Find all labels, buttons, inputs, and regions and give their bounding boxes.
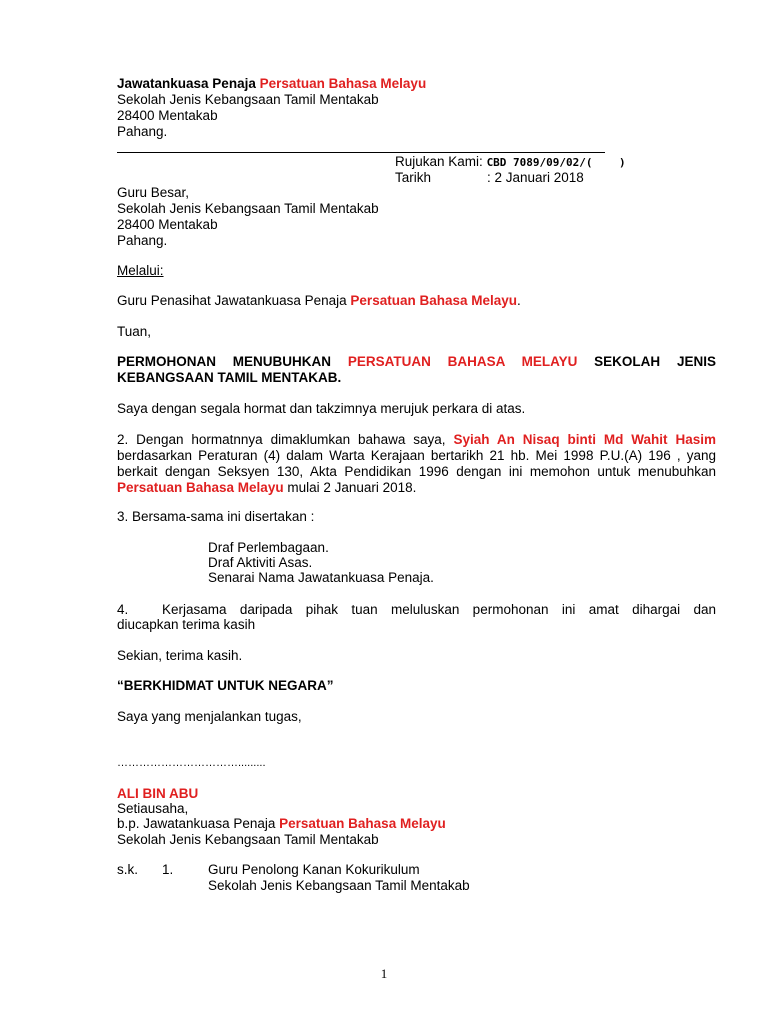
signer-name: ALI BIN ABU [117, 786, 199, 801]
paragraph-2-line-1 [117, 432, 716, 448]
paragraph-2-line-3: berkait dengan Seksyen 130, Akta Pendidikan 1996 dengan ini memohon untuk menubuhkan [117, 464, 716, 479]
signer-bp [117, 816, 446, 832]
paragraph-2-start: 2. Dengan hormatnnya dimaklumkan bahawa saya, [117, 432, 446, 447]
paragraph-3-intro: 3. Bersama-sama ini disertakan : [117, 509, 315, 524]
recipient-title: Guru Besar, [117, 185, 190, 200]
recipient-state: Pahang. [117, 233, 168, 248]
duty-line: Saya yang menjalankan tugas, [117, 709, 302, 724]
attachment-item: Draf Aktiviti Asas. [208, 555, 313, 570]
paragraph-1: Saya dengan segala hormat dan takzimnya merujuk perkara di atas. [117, 401, 526, 416]
closing: Sekian, terima kasih. [117, 648, 243, 663]
cc-label: s.k. [117, 862, 139, 877]
society-name: Persatuan Bahasa Melayu [259, 76, 427, 91]
recipient-postcode: 28400 Mentakab [117, 217, 218, 232]
cc-line-2: Sekolah Jenis Kebangsaan Tamil Mentakab [208, 878, 470, 893]
subject-society: PERSATUAN BAHASA MELAYU [347, 354, 578, 369]
signer-position: Setiausaha, [117, 801, 189, 816]
paragraph-4-line-2: diucapkan terima kasih [117, 617, 256, 632]
reference-value: CBD 7089/09/02/( ) [486, 156, 626, 169]
signer-school: Sekolah Jenis Kebangsaan Tamil Mentakab [117, 832, 379, 847]
attachment-item: Draf Perlembagaan. [208, 540, 329, 555]
signer-society: Persatuan Bahasa Melayu [279, 816, 446, 831]
paragraph-2-line-2: berdasarkan Peraturan (4) dalam Warta Kerajaan bertarikh 21 hb. Mei 1998 P.U.(A) 196 , yang [117, 448, 716, 463]
motto: “BERKHIDMAT UNTUK NEGARA” [117, 678, 334, 693]
reference-line [395, 154, 626, 171]
reference-label: Rujukan Kami: [395, 154, 483, 169]
via-line [117, 293, 521, 309]
cc-line-1: Guru Penolong Kanan Kokurikulum [208, 862, 420, 877]
cc-number: 1. [162, 862, 174, 877]
attachment-item: Senarai Nama Jawatankuasa Penaja. [208, 570, 434, 585]
committee-name: Jawatankuasa Penaja [117, 76, 256, 91]
page-number: 1 [380, 966, 388, 981]
subject-part2: SEKOLAH JENIS [594, 354, 716, 369]
paragraph-2-society: Persatuan Bahasa Melayu [117, 480, 284, 495]
paragraph-4-line-1: Kerjasama daripada pihak tuan meluluskan permohonan ini amat dihargai dan [162, 602, 716, 617]
paragraph-2 [117, 432, 716, 496]
letterhead-postcode: 28400 Mentakab [117, 108, 218, 123]
applicant-name: Syiah An Nisaq binti Md Wahit Hasim [453, 432, 716, 447]
via-society: Persatuan Bahasa Melayu [350, 293, 517, 308]
subject [117, 354, 716, 386]
letterhead-state: Pahang. [117, 124, 168, 139]
paragraph-4 [162, 602, 716, 618]
recipient-school: Sekolah Jenis Kebangsaan Tamil Mentakab [117, 201, 379, 216]
subject-line-1 [117, 354, 716, 370]
signature-dots: ……………………………......... [117, 757, 266, 769]
via-end: . [517, 293, 521, 308]
paragraph-2-line-4 [117, 480, 716, 496]
subject-part1: PERMOHONAN MENUBUHKAN [117, 354, 332, 369]
letterhead-title [117, 76, 426, 92]
salutation: Tuan, [117, 324, 152, 339]
signer-bp-text: b.p. Jawatankuasa Penaja [117, 816, 276, 831]
paragraph-4-number: 4. [117, 602, 129, 617]
letterhead-school: Sekolah Jenis Kebangsaan Tamil Mentakab [117, 92, 379, 107]
subject-line-2: KEBANGSAAN TAMIL MENTAKAB. [117, 370, 342, 385]
paragraph-2-end: mulai 2 Januari 2018. [283, 480, 417, 495]
date-value: : 2 Januari 2018 [487, 170, 584, 185]
via-label: Melalui: [117, 263, 164, 278]
via-text: Guru Penasihat Jawatankuasa Penaja [117, 293, 347, 308]
letterhead-divider [117, 152, 605, 153]
date-label: Tarikh [395, 170, 432, 185]
